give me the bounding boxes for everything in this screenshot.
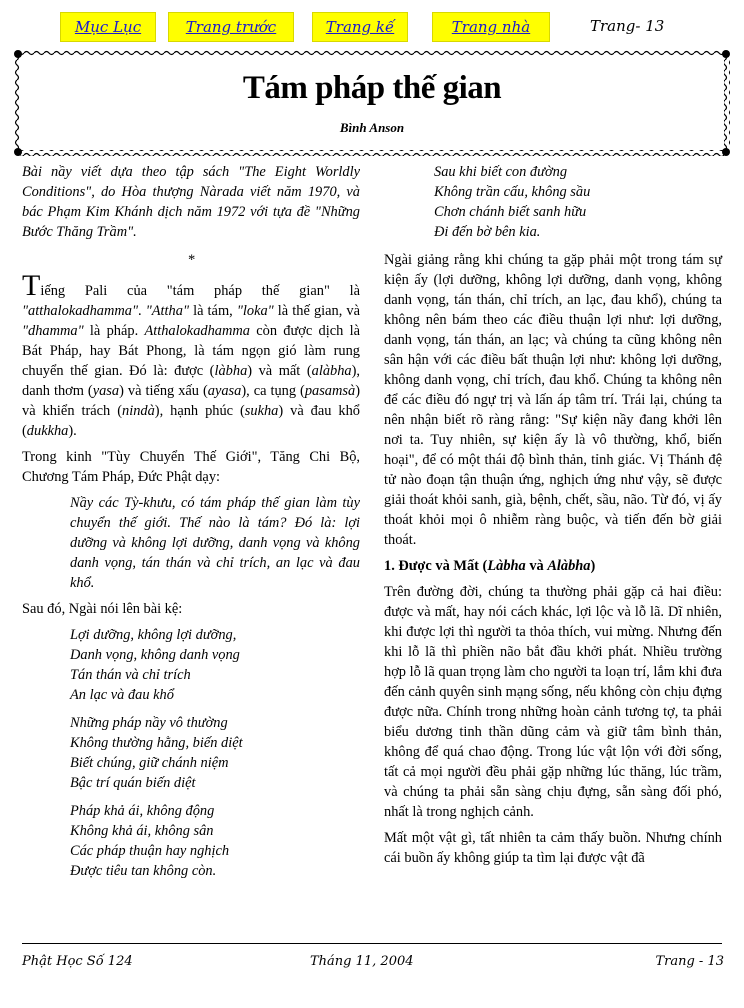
paragraph-6: Mất một vật gì, tất nhiên ta cảm thấy buồn. Nhưng chính cái buồn ấy không giúp ta tìm lại được vật đã <box>384 830 722 866</box>
previous-page-button[interactable]: Trang trước <box>168 12 294 42</box>
verse-stanza <box>22 801 360 881</box>
verse-continuation <box>384 162 722 242</box>
verse-line: Đi đến bờ bên kia. <box>434 224 541 240</box>
footer-divider <box>22 943 722 944</box>
author-name: Bình Anson <box>339 120 405 135</box>
verse-line: An lạc và đau khổ <box>70 687 174 703</box>
next-page-button[interactable]: Trang kế <box>312 12 408 42</box>
verse-stanza <box>22 625 360 705</box>
intro-note: Bài nầy viết dựa theo tập sách "The Eight Worldly Conditions", do Hòa thượng Nàrada viết năm 1970, và bác Phạm Kim Khánh dịch năm 1972 với tựa đề "Những Bước Thăng Trầm". <box>22 164 360 240</box>
title-banner <box>14 50 730 156</box>
verse-line: Được tiêu tan không còn. <box>70 863 217 879</box>
verse-line: Tán thán và chỉ trích <box>70 667 191 683</box>
section-separator: * <box>187 252 195 268</box>
verse-line: Các pháp thuận hay nghịch <box>70 843 230 859</box>
toc-button[interactable]: Mục Lục <box>60 12 156 42</box>
verse-block <box>22 625 360 881</box>
verse-line: Chơn chánh biết sanh hữu <box>434 204 587 220</box>
paragraph-5: Trên đường đời, chúng ta thường phải gặp cả hai điều: được và mất, hay nói cách khác, lợi lộc và lỗ lã. Dĩ nhiên, khi được lợi thì người ta thỏa thích, vui mừng. Nhưng đến khi lỗ lã thì phiền não bắt đầu khởi phát. Nhiều trường hợp lỗ lã quan trọng làm cho người ta loạn trí, lắm khi đưa đến cảnh quyên sinh mạng sống, nếu không còn chịu đựng được nữa. Chính trong những hoàn cảnh tương tợ, ta phải biểu dương tinh thần dũng cảm và giữ tâm bình thản, không để quá chao động. Trong lúc vật lộn với đời sống, tất cả mọi người đều phải gặp những lúc thăng, lúc trầm, và chúng ta phải sẵn sàng chịu đựng, sẵn sàng đối phó, nhất là trong nghịch cảnh. <box>384 584 722 820</box>
verse-line: Sau khi biết con đường <box>434 164 568 180</box>
verse-line: Những pháp nầy vô thường <box>70 715 228 731</box>
footer-page: Trang - 13 <box>655 954 724 969</box>
verse-line: Bậc trí quán biến diệt <box>70 775 196 791</box>
verse-line: Biết chúng, giữ chánh niệm <box>70 755 229 771</box>
sutta-quote: Nầy các Tỳ-khưu, có tám pháp thế gian làm tùy chuyển thế giới. Thế nào là tám? Đó là: lợi dưỡng và không lợi dưỡng, danh vọng và không danh vọng, tán thán và chỉ trích, an lạc và đau khổ. <box>70 495 360 591</box>
paragraph-2: Trong kinh "Tùy Chuyển Thế Giới", Tăng Chi Bộ, Chương Tám Pháp, Đức Phật dạy: <box>22 449 360 485</box>
verse-stanza <box>22 713 360 793</box>
page-title: Tám pháp thế gian <box>242 70 502 106</box>
verse-line: Không thường hằng, biến diệt <box>70 735 243 751</box>
paragraph-1 <box>22 269 360 441</box>
right-column <box>384 162 722 874</box>
page-number-label: Trang- 13 <box>590 17 665 35</box>
navigation-bar <box>0 12 744 44</box>
footer-date: Tháng 11, 2004 <box>310 954 414 969</box>
paragraph-3: Sau đó, Ngài nói lên bài kệ: <box>22 601 183 617</box>
section-heading: 1. Được và Mất (Làbha và Alàbha) <box>384 558 596 574</box>
verse-line: Lợi dưỡng, không lợi dưỡng, <box>70 627 237 643</box>
paragraph-4: Ngài giảng rằng khi chúng ta gặp phải một trong tám sự kiện ấy (lợi dưỡng, không lợi dưỡng, danh vọng, không danh vọng, tán thán, chỉ trích, an lạc, đau khổ), chúng ta không nên bám theo các điều thuận lợi như: lợi dưỡng, danh vọng, tán thán, an lạc; và chúng ta cũng không nên sân hận với các điều bất thuận lợi như: không lợi dưỡng, không danh vọng, chỉ trích, đau khổ. Chúng ta không nên để các điều đó ngự trị và lấn áp tâm trí. Trái lại, chúng ta nên nhận biết rõ ràng rằng: "Sự kiện nầy đang khởi lên nơi ta. Tuy nhiên, sự kiện ấy là vô thường, khổ, biến hoại", để có một thái độ bình thản, tỉnh giác. Vị Thánh đệ tử nào đoạn tận thuận ứng, nghịch ứng như vậy, sẽ được giải thoát khỏi sanh, già, bệnh, chết, sầu, não. Từ đó, vị ấy thoát khỏi mọi ô nhiễm ràng buộc, và tiến đến bờ giải thoát. <box>384 252 722 548</box>
drop-cap: T <box>22 269 41 302</box>
paragraph-1-text: iếng Pali của "tám pháp thế gian" là "atthalokadhamma". "Attha" là tám, "loka" là thế gian, và "dhamma" là pháp. Atthalokadhamma còn được dịch là Bát Pháp, hay Bát Phong, là tám ngọn gió làm rung chuyển thế gian. Đó là: được (làbha) và mất (alàbha), danh thơm (yasa) và tiếng xấu (ayasa), ca tụng (pasamsà) và khiển trách (nindà), hạnh phúc (sukha) và đau khổ (dukkha). <box>22 283 360 439</box>
footer-issue: Phật Học Số 124 <box>22 954 133 969</box>
verse-line: Pháp khả ái, không động <box>70 803 215 819</box>
verse-line: Không khả ái, không sân <box>70 823 214 839</box>
verse-line: Danh vọng, không danh vọng <box>70 647 240 663</box>
home-page-button[interactable]: Trang nhà <box>432 12 550 42</box>
left-column <box>22 162 360 889</box>
verse-line: Không trần cấu, không sầu <box>434 184 591 200</box>
